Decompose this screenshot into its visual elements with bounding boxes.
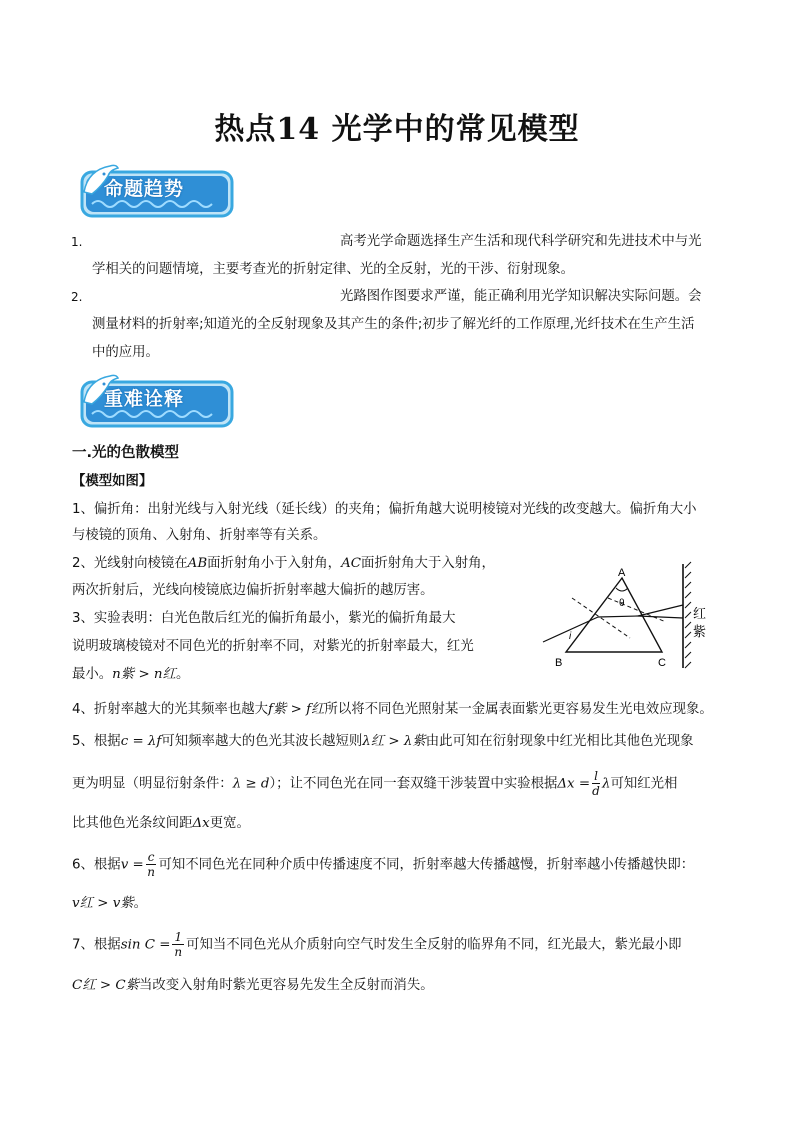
text: 5、根据	[72, 734, 121, 749]
section-banner-explain	[78, 372, 238, 428]
text: 2、光线射向棱镜在	[72, 556, 188, 571]
formula: f紫 > f红	[268, 702, 325, 717]
text: 可知红光相	[610, 776, 678, 792]
fraction	[172, 930, 184, 959]
item-1-line1: 1、偏折角：出射光线与入射光线（延长线）的夹角；偏折角越大说明棱镜对光线的改变越大。偏折角大小	[72, 502, 697, 517]
text: 面折射角大于入射角，	[361, 556, 495, 571]
text: 可知频率越大的色光其波长越短则	[161, 734, 363, 749]
trend-2-line1: 光路图作图要求严谨，能正确利用光学知识解决实际问题。会	[340, 289, 702, 304]
vertex-b-label: B	[555, 657, 563, 669]
item-5-line1	[72, 728, 694, 755]
text: 7、根据	[72, 937, 121, 953]
item-2-line1	[72, 550, 495, 577]
violet-label: 紫	[693, 625, 707, 640]
item-1-line2: 与棱镜的顶角、入射角、折射率等有关系。	[72, 528, 327, 543]
item-7-line1	[72, 930, 682, 959]
text: 。	[133, 896, 148, 911]
item-2-line2: 两次折射后，光线向棱镜底边偏折折射率越大偏折的越厉害。	[72, 583, 434, 598]
formula: c = λf	[120, 734, 162, 749]
list-number: 2.	[71, 290, 83, 304]
item-6-line1	[72, 850, 694, 879]
formula: Δx	[192, 816, 210, 831]
section-heading: 一.光的色散模型	[72, 445, 180, 461]
formula: AB	[187, 556, 208, 571]
trend-2-line2: 测量材料的折射率;知道光的全反射现象及其产生的条件;初步了解光纤的工作原理,光纤技术在生产生活	[92, 317, 695, 332]
formula: v红 > v紫	[72, 896, 134, 911]
denominator: n	[174, 945, 183, 959]
vertex-c-label: C	[658, 657, 666, 669]
formula: AC	[341, 556, 361, 571]
banner-trend-label: 命题趋势	[104, 178, 185, 200]
formula: n紫 > n红	[112, 667, 176, 682]
formula: v =	[120, 857, 144, 873]
text: 由此可知在衍射现象中红光相比其他色光现象	[425, 734, 694, 749]
text: 可知不同色光在同种介质中传播速度不同，折射率越大传播越慢，折射率越小传播越快即：	[158, 857, 695, 873]
numerator: 1	[174, 930, 183, 944]
formula: λ ≥ d	[232, 776, 270, 792]
text: 比其他色光条纹间距	[72, 816, 193, 831]
text: 。	[175, 667, 190, 682]
formula: λ	[601, 776, 611, 792]
text: 当改变入射角时紫光更容易先发生全反射而消失。	[139, 978, 434, 993]
text: 面折射角小于入射角，	[207, 556, 342, 571]
list-number: 1.	[71, 235, 83, 249]
fraction	[592, 769, 600, 798]
item-3-line3	[72, 661, 189, 688]
text: 更为明显（明显衍射条件：	[72, 776, 233, 792]
formula: C红 > C紫	[72, 978, 140, 993]
item-6-line2	[72, 890, 147, 917]
item-4	[72, 696, 713, 723]
formula: sin C =	[120, 937, 171, 953]
trend-1-line1: 高考光学命题选择生产生活和现代科学研究和先进技术中与光	[340, 234, 702, 249]
numerator: l	[594, 769, 598, 783]
item-3-line2: 说明玻璃棱镜对不同色光的折射率不同，对紫光的折射率最大，红光	[72, 639, 474, 654]
model-label: 【模型如图】	[72, 474, 153, 489]
text: 可知当不同色光从介质射向空气时发生全反射的临界角不同，红光最大，紫光最小即	[186, 937, 682, 953]
page-title: 热点14 光学中的常见模型	[214, 112, 580, 147]
text: 所以将不同色光照射某一金属表面紫光更容易发生光电效应现象。	[324, 702, 713, 717]
incidence-angle-label: i	[569, 631, 572, 642]
text: ）；让不同色光在同一套双缝干涉装置中实验根据	[269, 776, 558, 792]
section-banner-trend	[78, 162, 238, 218]
red-label: 红	[693, 607, 707, 622]
text: 最小。	[72, 667, 113, 682]
text: 4、折射率越大的光其频率也越大	[72, 702, 268, 717]
prism-dispersion-diagram	[538, 560, 708, 672]
text: 6、根据	[72, 857, 121, 873]
formula: λ红 > λ紫	[362, 734, 426, 749]
trend-2-line3: 中的应用。	[92, 345, 159, 360]
denominator: d	[592, 784, 600, 798]
fraction	[146, 850, 157, 879]
banner-explain-label: 重难诠释	[104, 388, 185, 410]
numerator: c	[147, 850, 155, 864]
item-5-line2	[72, 769, 677, 798]
trend-1-line2: 学相关的问题情境，主要考查光的折射定律、光的全反射，光的干涉、衍射现象。	[92, 262, 575, 277]
denominator: n	[147, 865, 155, 879]
formula: Δx =	[557, 776, 591, 792]
item-5-line3	[72, 810, 250, 837]
item-3-line1: 3、实验表明：白光色散后红光的偏折角最小，紫光的偏折角最大	[72, 611, 456, 626]
text: 更宽。	[209, 816, 250, 831]
item-7-line2	[72, 972, 434, 999]
theta-label: θ	[619, 598, 625, 609]
vertex-a-label: A	[618, 567, 626, 579]
